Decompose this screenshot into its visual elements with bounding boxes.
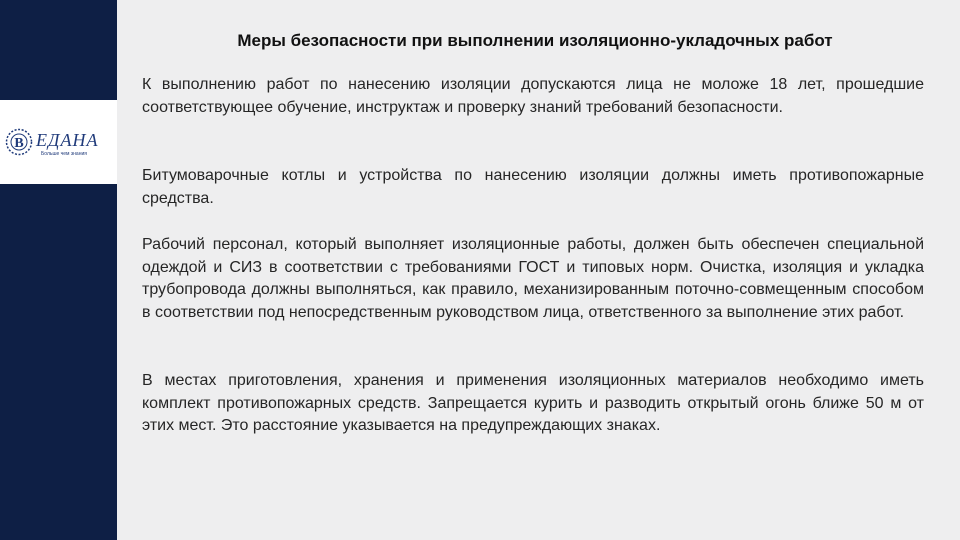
paragraph-fire-safety: В местах приготовления, хранения и применения изоляционных материалов необходимо иметь комплект противопожарных средств. Запрещается курить и разводить открытый огонь ближе 50 м от этих мест. Это расстояние указывается на предупреждающих знаках. — [142, 372, 924, 434]
logo-name: ЕДАНА — [36, 130, 99, 150]
paragraph-bitumen-boilers: Битумоварочные котлы и устройства по нанесению изоляции должны иметь противопожарные средства. — [142, 167, 924, 207]
page-title: Меры безопасности при выполнении изоляционно-укладочных работ — [237, 31, 833, 50]
sidebar — [0, 0, 117, 540]
svg-text:В: В — [14, 136, 24, 151]
slide-content — [142, 0, 928, 540]
edana-logo-icon — [5, 128, 33, 156]
logo — [0, 100, 117, 184]
paragraph-personnel: Рабочий персонал, который выполняет изоляционные работы, должен быть обеспечен специальной одеждой и СИЗ в соответствии с требованиями ГОСТ и типовых норм. Очистка, изоляция и укладка трубопровода должны выполняться, как правило, механизированным поточно-совмещенным способом в соответствии под непосредственным руководством лица, ответственного за выполнение этих работ. — [142, 236, 924, 321]
logo-tagline: Больше чем знания — [41, 151, 87, 157]
paragraph-admission: К выполнению работ по нанесению изоляции допускаются лица не моложе 18 лет, прошедшие соответствующее обучение, инструктаж и проверку знаний требований безопасности. — [142, 76, 924, 116]
